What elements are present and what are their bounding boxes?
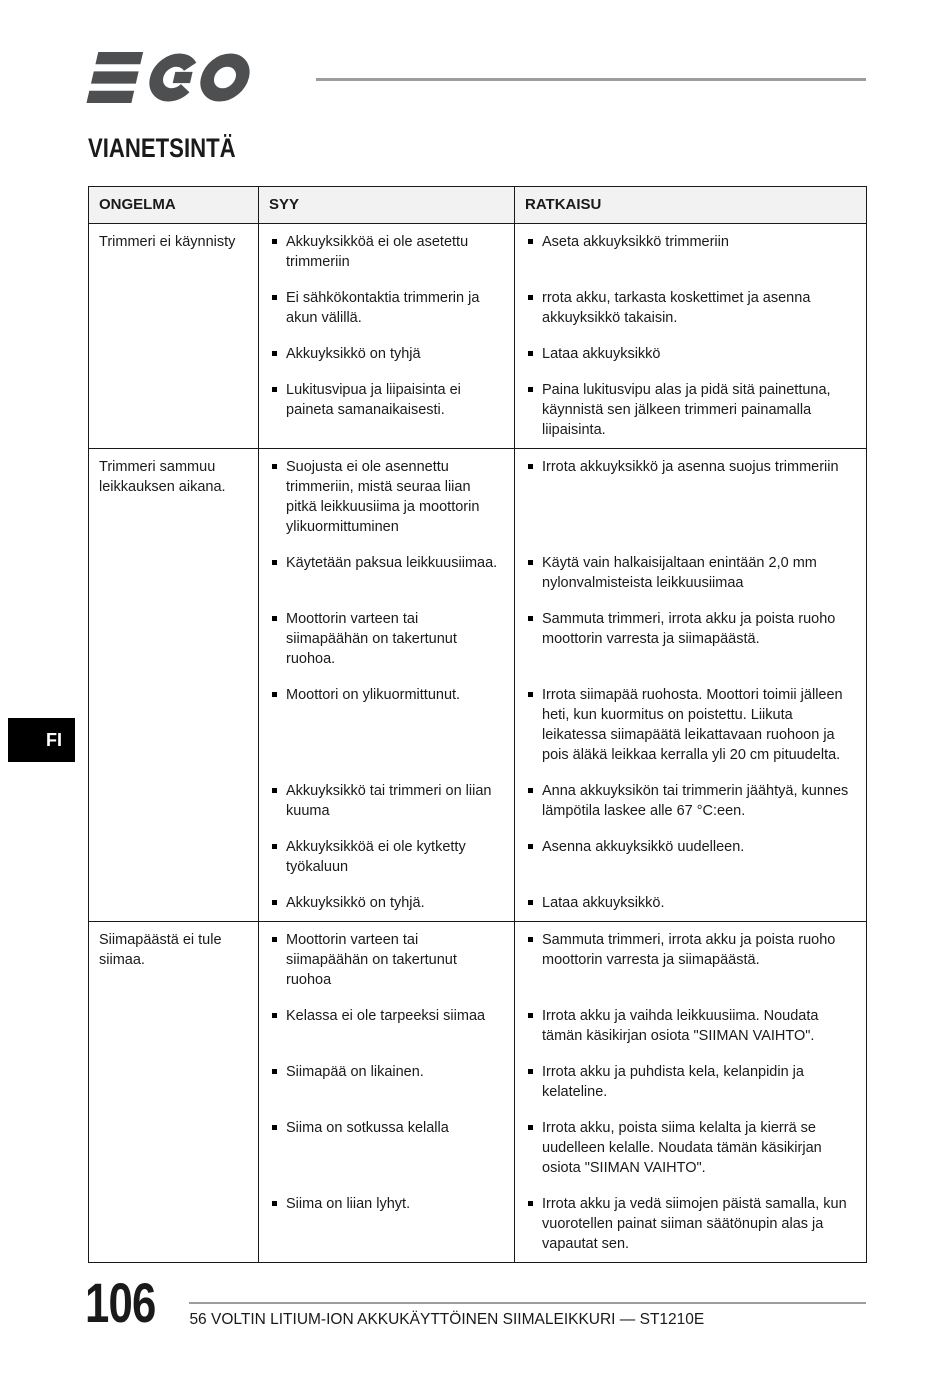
footer-product-title: 56 VOLTIN LITIUM-ION AKKUKÄYTTÖINEN SIIMALEIKKURI — ST1210E <box>189 1311 705 1328</box>
solution-item <box>525 1194 854 1254</box>
bullet-square-icon <box>528 1201 533 1206</box>
bullet-square-icon <box>272 295 277 300</box>
bullet-square-icon <box>272 788 277 793</box>
solution-cell <box>515 1054 867 1110</box>
solution-text: Irrota akkuyksikkö ja asenna suojus trimmeriin <box>542 459 839 475</box>
solution-text: Irrota akku ja vaihda leikkuusiima. Noudata tämän käsikirjan osiota "SIIMAN VAIHTO". <box>542 1008 819 1044</box>
cause-item <box>269 288 502 328</box>
cause-item <box>269 344 502 364</box>
solution-cell <box>515 545 867 601</box>
solution-item <box>525 1062 854 1102</box>
bullet-square-icon <box>528 788 533 793</box>
solution-text: Irrota siimapää ruohosta. Moottori toimii jälleen heti, kun kuormitus on poistettu. Liikuta leikatessa siimapäätä leikattavaan ruohoon ja pois äläkä leikkaa kerralla yli 20 cm pituudelta. <box>542 687 843 763</box>
page-header <box>85 52 866 103</box>
bullet-square-icon <box>528 1069 533 1074</box>
cause-item <box>269 553 502 573</box>
bullet-square-icon <box>528 387 533 392</box>
cause-text: Akkuyksikkö tai trimmeri on liian kuuma <box>286 783 492 819</box>
problem-label: Trimmeri ei käynnisty <box>99 234 236 250</box>
column-header-cause: SYY <box>259 187 515 224</box>
bullet-square-icon <box>272 616 277 621</box>
problem-cell <box>89 224 259 449</box>
table-row <box>89 224 867 281</box>
bullet-square-icon <box>528 937 533 942</box>
solution-item <box>525 609 854 649</box>
cause-cell <box>259 224 515 281</box>
cause-cell <box>259 1186 515 1263</box>
solution-text: Anna akkuyksikön tai trimmerin jäähtyä, kunnes lämpötila laskee alle 67 °C:een. <box>542 783 849 819</box>
solution-cell <box>515 372 867 449</box>
solution-cell <box>515 922 867 999</box>
table-row <box>89 922 867 999</box>
solution-item <box>525 553 854 593</box>
solution-text: rrota akku, tarkasta koskettimet ja asenna akkuyksikkö takaisin. <box>542 290 811 326</box>
cause-item <box>269 837 502 877</box>
solution-cell <box>515 885 867 922</box>
cause-item <box>269 685 502 705</box>
bullet-square-icon <box>528 692 533 697</box>
bullet-square-icon <box>272 464 277 469</box>
page-number: 106 <box>85 1271 156 1334</box>
bullet-square-icon <box>272 351 277 356</box>
solution-item <box>525 232 854 252</box>
problem-cell <box>89 922 259 1263</box>
solution-text: Sammuta trimmeri, irrota akku ja poista ruoho moottorin varresta ja siimapäästä. <box>542 932 836 968</box>
bullet-square-icon <box>272 1125 277 1130</box>
cause-item <box>269 380 502 420</box>
cause-text: Käytetään paksua leikkuusiimaa. <box>286 555 498 571</box>
cause-item <box>269 1062 502 1082</box>
cause-cell <box>259 449 515 546</box>
cause-text: Akkuyksikköä ei ole asetettu trimmeriin <box>286 234 469 270</box>
header-divider <box>316 78 866 81</box>
solution-text: Sammuta trimmeri, irrota akku ja poista ruoho moottorin varresta ja siimapäästä. <box>542 611 836 647</box>
bullet-square-icon <box>528 616 533 621</box>
cause-cell <box>259 280 515 336</box>
cause-cell <box>259 1110 515 1186</box>
cause-item <box>269 609 502 669</box>
solution-cell <box>515 601 867 677</box>
solution-item <box>525 344 854 364</box>
solution-text: Lataa akkuyksikkö. <box>542 895 665 911</box>
cause-cell <box>259 372 515 449</box>
bullet-square-icon <box>528 295 533 300</box>
column-header-problem: ONGELMA <box>89 187 259 224</box>
cause-text: Moottori on ylikuormittunut. <box>286 687 461 703</box>
solution-item <box>525 893 854 913</box>
cause-cell <box>259 677 515 773</box>
solution-cell <box>515 773 867 829</box>
bullet-square-icon <box>528 351 533 356</box>
cause-item <box>269 781 502 821</box>
cause-item <box>269 930 502 990</box>
ego-logo-icon <box>85 52 290 103</box>
cause-text: Lukitusvipua ja liipaisinta ei paineta samanaikaisesti. <box>286 382 461 418</box>
cause-text: Moottorin varteen tai siimapäähän on takertunut ruohoa <box>286 932 457 988</box>
solution-cell <box>515 1110 867 1186</box>
bullet-square-icon <box>272 1201 277 1206</box>
solution-item <box>525 380 854 440</box>
solution-text: Käytä vain halkaisijaltaan enintään 2,0 mm nylonvalmisteista leikkuusiimaa <box>542 555 817 591</box>
cause-cell <box>259 885 515 922</box>
solution-item <box>525 457 854 477</box>
solution-item <box>525 1006 854 1046</box>
cause-cell <box>259 1054 515 1110</box>
bullet-square-icon <box>272 844 277 849</box>
cause-text: Moottorin varteen tai siimapäähän on takertunut ruohoa. <box>286 611 457 667</box>
solution-cell <box>515 1186 867 1263</box>
solution-item <box>525 837 854 857</box>
solution-cell <box>515 829 867 885</box>
bullet-square-icon <box>272 1013 277 1018</box>
cause-item <box>269 1118 502 1138</box>
footer-divider <box>189 1302 866 1304</box>
solution-cell <box>515 677 867 773</box>
cause-item <box>269 893 502 913</box>
bullet-square-icon <box>528 844 533 849</box>
solution-text: Aseta akkuyksikkö trimmeriin <box>542 234 729 250</box>
bullet-square-icon <box>272 1069 277 1074</box>
solution-item <box>525 1118 854 1178</box>
column-header-solution: RATKAISU <box>515 187 867 224</box>
bullet-square-icon <box>272 387 277 392</box>
solution-cell <box>515 224 867 281</box>
bullet-square-icon <box>272 239 277 244</box>
cause-text: Ei sähkökontaktia trimmerin ja akun välillä. <box>286 290 480 326</box>
bullet-square-icon <box>528 1125 533 1130</box>
cause-text: Suojusta ei ole asennettu trimmeriin, mistä seuraa liian pitkä leikkuusiima ja moottorin ylikuormittuminen <box>286 459 480 535</box>
solution-cell <box>515 998 867 1054</box>
solution-cell <box>515 336 867 372</box>
table-row <box>89 449 867 546</box>
bullet-square-icon <box>528 1013 533 1018</box>
bullet-square-icon <box>272 560 277 565</box>
bullet-square-icon <box>528 239 533 244</box>
cause-text: Kelassa ei ole tarpeeksi siimaa <box>286 1008 486 1024</box>
solution-item <box>525 685 854 765</box>
problem-cell <box>89 449 259 922</box>
bullet-square-icon <box>272 937 277 942</box>
cause-text: Siima on sotkussa kelalla <box>286 1120 449 1136</box>
solution-text: Irrota akku ja vedä siimojen päistä samalla, kun vuorotellen painat siiman säätönupin alas ja vapautat sen. <box>542 1196 847 1252</box>
cause-cell <box>259 545 515 601</box>
cause-item <box>269 232 502 272</box>
solution-text: Lataa akkuyksikkö <box>542 346 661 362</box>
troubleshooting-table-body <box>89 224 867 1263</box>
solution-cell <box>515 449 867 546</box>
cause-text: Akkuyksikkö on tyhjä <box>286 346 421 362</box>
table-header-row <box>89 187 867 224</box>
solution-text: Irrota akku ja puhdista kela, kelanpidin ja kelateline. <box>542 1064 804 1100</box>
page-footer <box>85 1271 866 1334</box>
solution-item <box>525 930 854 970</box>
solution-cell <box>515 280 867 336</box>
table-header <box>89 187 867 224</box>
cause-cell <box>259 773 515 829</box>
solution-item <box>525 781 854 821</box>
cause-text: Akkuyksikkö on tyhjä. <box>286 895 425 911</box>
cause-cell <box>259 829 515 885</box>
page-title: VIANETSINTÄ <box>88 133 236 163</box>
solution-text: Asenna akkuyksikkö uudelleen. <box>542 839 745 855</box>
problem-label: Siimapäästä ei tule siimaa. <box>99 932 222 968</box>
cause-item <box>269 1194 502 1214</box>
language-tab: FI <box>8 718 75 762</box>
bullet-square-icon <box>528 464 533 469</box>
bullet-square-icon <box>528 560 533 565</box>
bullet-square-icon <box>528 900 533 905</box>
solution-text: Paina lukitusvipu alas ja pidä sitä painettuna, käynnistä sen jälkeen trimmeri painamalla liipaisinta. <box>542 382 831 438</box>
footer-right <box>189 1278 866 1329</box>
cause-text: Siima on liian lyhyt. <box>286 1196 411 1212</box>
bullet-square-icon <box>272 900 277 905</box>
cause-text: Siimapää on likainen. <box>286 1064 424 1080</box>
cause-cell <box>259 601 515 677</box>
solution-text: Irrota akku, poista siima kelalta ja kierrä se uudelleen kelalle. Noudata tämän käsikirjan osiota "SIIMAN VAIHTO". <box>542 1120 822 1176</box>
cause-item <box>269 1006 502 1026</box>
cause-cell <box>259 336 515 372</box>
bullet-square-icon <box>272 692 277 697</box>
cause-text: Akkuyksikköä ei ole kytketty työkaluun <box>286 839 466 875</box>
troubleshooting-table <box>88 186 867 1263</box>
cause-cell <box>259 998 515 1054</box>
problem-label: Trimmeri sammuu leikkauksen aikana. <box>99 459 226 495</box>
solution-item <box>525 288 854 328</box>
cause-cell <box>259 922 515 999</box>
cause-item <box>269 457 502 537</box>
